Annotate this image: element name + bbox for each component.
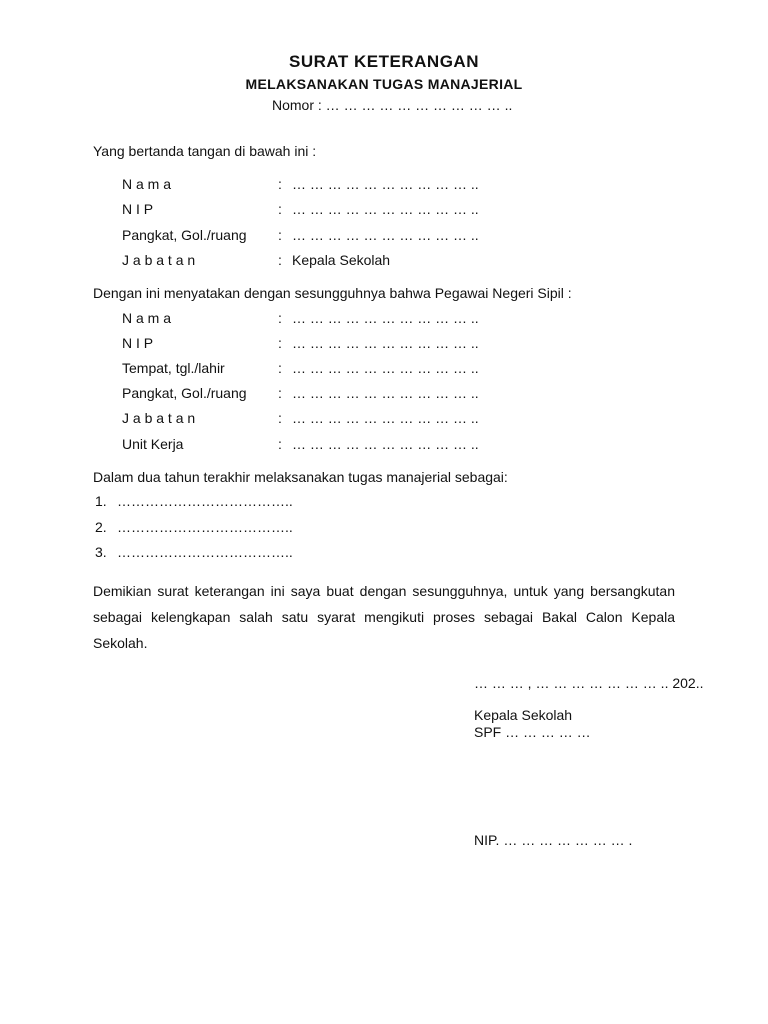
list-item xyxy=(95,544,293,560)
field-separator: : xyxy=(278,360,282,376)
field-label: J a b a t a n xyxy=(122,252,196,268)
list-item xyxy=(95,493,293,509)
statement-text: Dengan ini menyatakan dengan sesungguhnya bahwa Pegawai Negeri Sipil : xyxy=(93,285,572,301)
list-item-number: 2. xyxy=(95,519,107,535)
field-label: N I P xyxy=(122,201,154,217)
field-value: Kepala Sekolah xyxy=(292,252,391,268)
list-item-text: ……………………………….. xyxy=(117,544,293,560)
field-label: N a m a xyxy=(122,310,172,326)
list-item-text: ……………………………….. xyxy=(117,493,293,509)
signer-position: Kepala Sekolah xyxy=(474,707,573,723)
field-label: Unit Kerja xyxy=(122,436,184,452)
field-label: Pangkat, Gol./ruang xyxy=(122,227,247,243)
document-number: Nomor : … … … … … … … … … … .. xyxy=(272,97,513,113)
field-label: N a m a xyxy=(122,176,172,192)
list-item-number: 1. xyxy=(95,493,107,509)
field-separator: : xyxy=(278,310,282,326)
field-value: … … … … … … … … … … .. xyxy=(292,410,479,426)
field-label: Tempat, tgl./lahir xyxy=(122,360,225,376)
field-separator: : xyxy=(278,335,282,351)
signer-school: SPF … … … … … xyxy=(474,724,591,740)
document-title: SURAT KETERANGAN xyxy=(289,52,479,71)
intro-text: Yang bertanda tangan di bawah ini : xyxy=(93,143,317,159)
duties-intro-text: Dalam dua tahun terakhir melaksanakan tugas manajerial sebagai: xyxy=(93,469,508,485)
field-label: Pangkat, Gol./ruang xyxy=(122,385,247,401)
field-label: N I P xyxy=(122,335,154,351)
field-value: … … … … … … … … … … .. xyxy=(292,436,479,452)
field-value: … … … … … … … … … … .. xyxy=(292,201,479,217)
field-separator: : xyxy=(278,176,282,192)
signer-nip: NIP. … … … … … … … . xyxy=(474,832,633,848)
list-item-text: ……………………………….. xyxy=(117,519,293,535)
field-separator: : xyxy=(278,252,282,268)
list-item-number: 3. xyxy=(95,544,107,560)
field-separator: : xyxy=(278,410,282,426)
field-value: … … … … … … … … … … .. xyxy=(292,227,479,243)
field-label: J a b a t a n xyxy=(122,410,196,426)
field-separator: : xyxy=(278,201,282,217)
field-value: … … … … … … … … … … .. xyxy=(292,310,479,326)
place-date: … … … , … … … … … … … .. 202.. xyxy=(474,675,704,691)
field-value: … … … … … … … … … … .. xyxy=(292,176,479,192)
document-subtitle: MELAKSANAKAN TUGAS MANAJERIAL xyxy=(245,76,523,92)
field-value: … … … … … … … … … … .. xyxy=(292,360,479,376)
field-value: … … … … … … … … … … .. xyxy=(292,335,479,351)
field-separator: : xyxy=(278,436,282,452)
closing-paragraph: Demikian surat keterangan ini saya buat dengan sesungguhnya, untuk yang bersangkutan sebagai kelengkapan salah satu syarat mengikuti proses sebagai Bakal Calon Kepala Sekolah. xyxy=(93,583,675,651)
field-value: … … … … … … … … … … .. xyxy=(292,385,479,401)
list-item xyxy=(95,519,293,535)
field-separator: : xyxy=(278,227,282,243)
field-separator: : xyxy=(278,385,282,401)
